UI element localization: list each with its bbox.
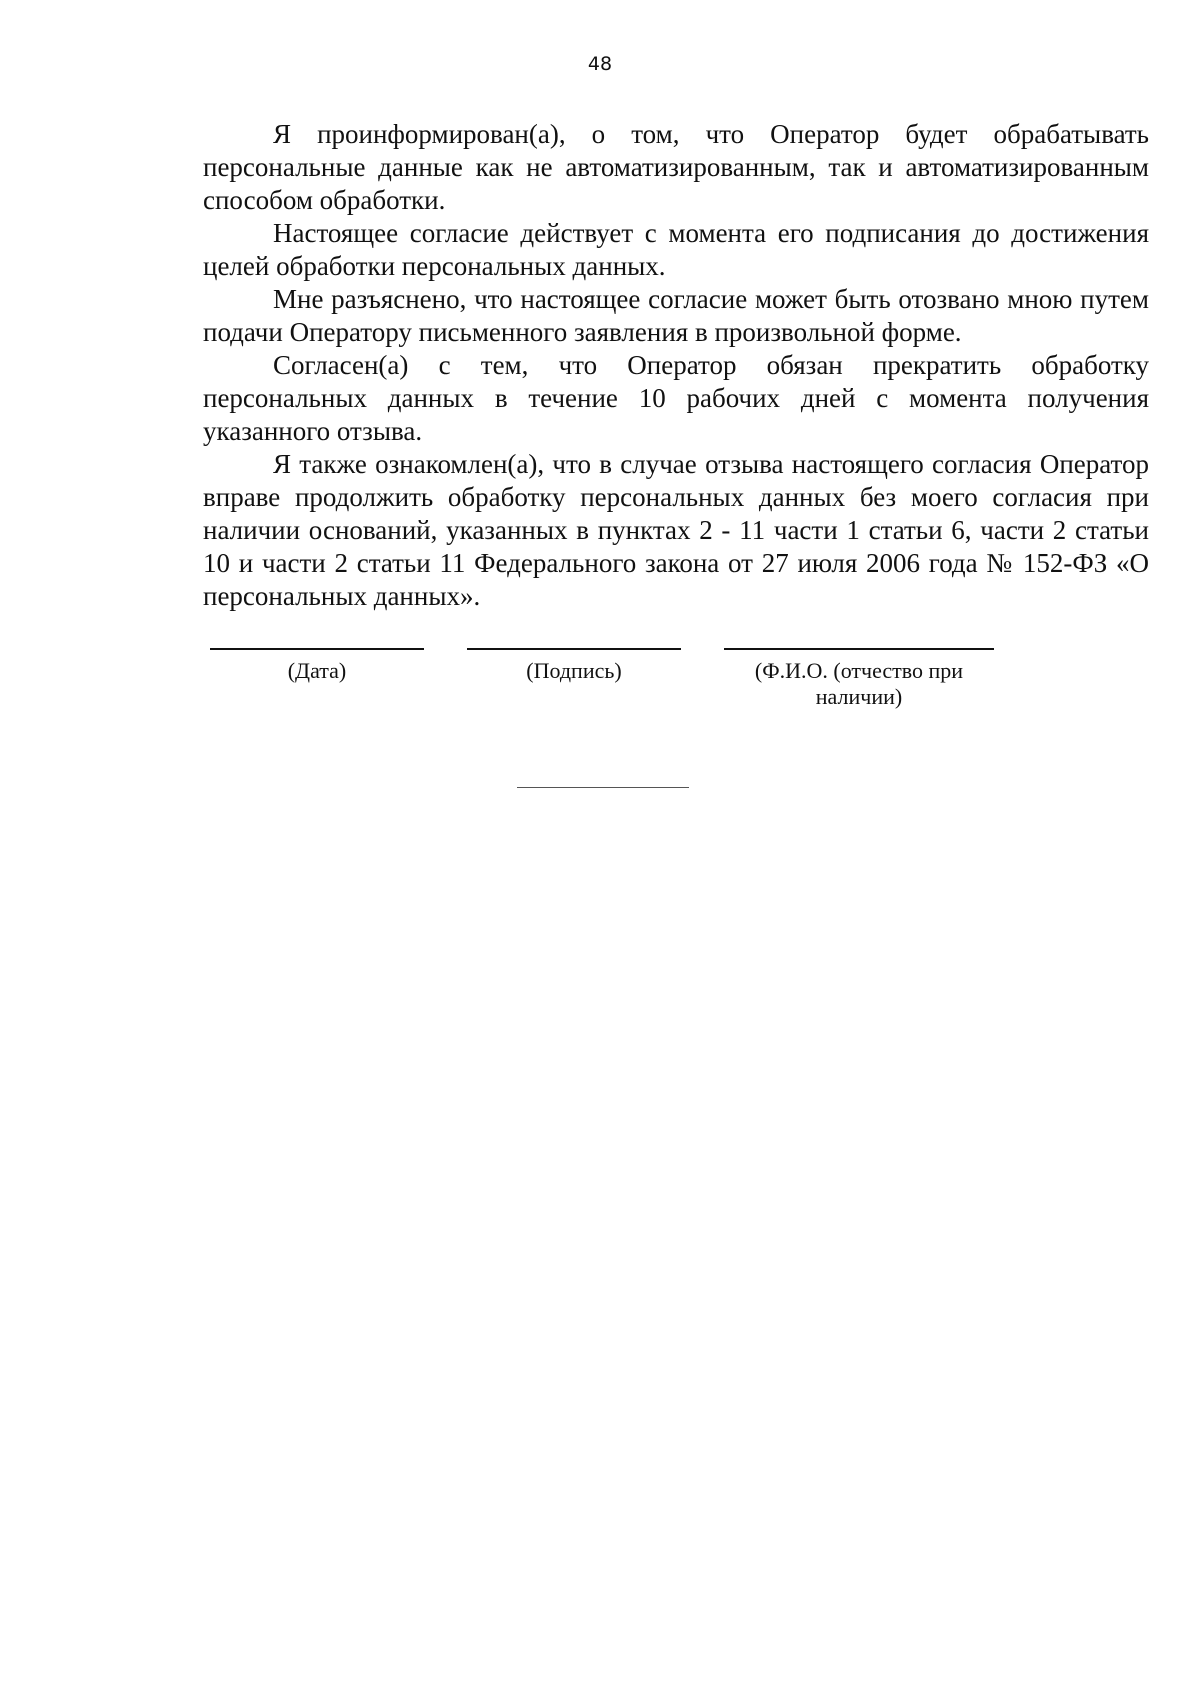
full-name-label: (Ф.И.О. (отчество при наличии): [754, 658, 964, 709]
date-line: [210, 648, 424, 650]
full-name-field: [724, 648, 994, 710]
paragraph-processing-termination: Согласен(а) с тем, что Оператор обязан прекратить обработку персональных данных в течение 10 рабочих дней с момента получения указанного отзыва.: [203, 350, 1149, 446]
signature-block: [210, 648, 1010, 728]
signature-line: [467, 648, 681, 650]
date-field: [210, 648, 424, 684]
footer-divider: [517, 787, 689, 788]
full-name-line: [724, 648, 994, 650]
signature-label: (Подпись): [526, 658, 622, 683]
paragraph-processing-methods: Я проинформирован(а), о том, что Оператор будет обрабатывать персональные данные как не автоматизированным, так и автоматизированным способом обработки.: [203, 119, 1149, 215]
paragraph-consent-validity: Настоящее согласие действует с момента его подписания до достижения целей обработки персональных данных.: [203, 218, 1149, 281]
date-label: (Дата): [287, 658, 347, 683]
page-number: 48: [587, 53, 613, 75]
paragraph-consent-revocation: Мне разъяснено, что настоящее согласие может быть отозвано мною путем подачи Оператору письменного заявления в произвольной форме.: [203, 284, 1149, 347]
paragraph-legal-grounds: Я также ознакомлен(а), что в случае отзыва настоящего согласия Оператор вправе продолжить обработку персональных данных без моего согласия при наличии оснований, указанных в пунктах 2 - 11 части 1 статьи 6, части 2 статьи 10 и части 2 статьи 11 Федерального закона от 27 июля 2006 года № 152-ФЗ «О персональных данных».: [203, 449, 1149, 611]
document-body: [203, 118, 1149, 613]
signature-field: [467, 648, 681, 684]
